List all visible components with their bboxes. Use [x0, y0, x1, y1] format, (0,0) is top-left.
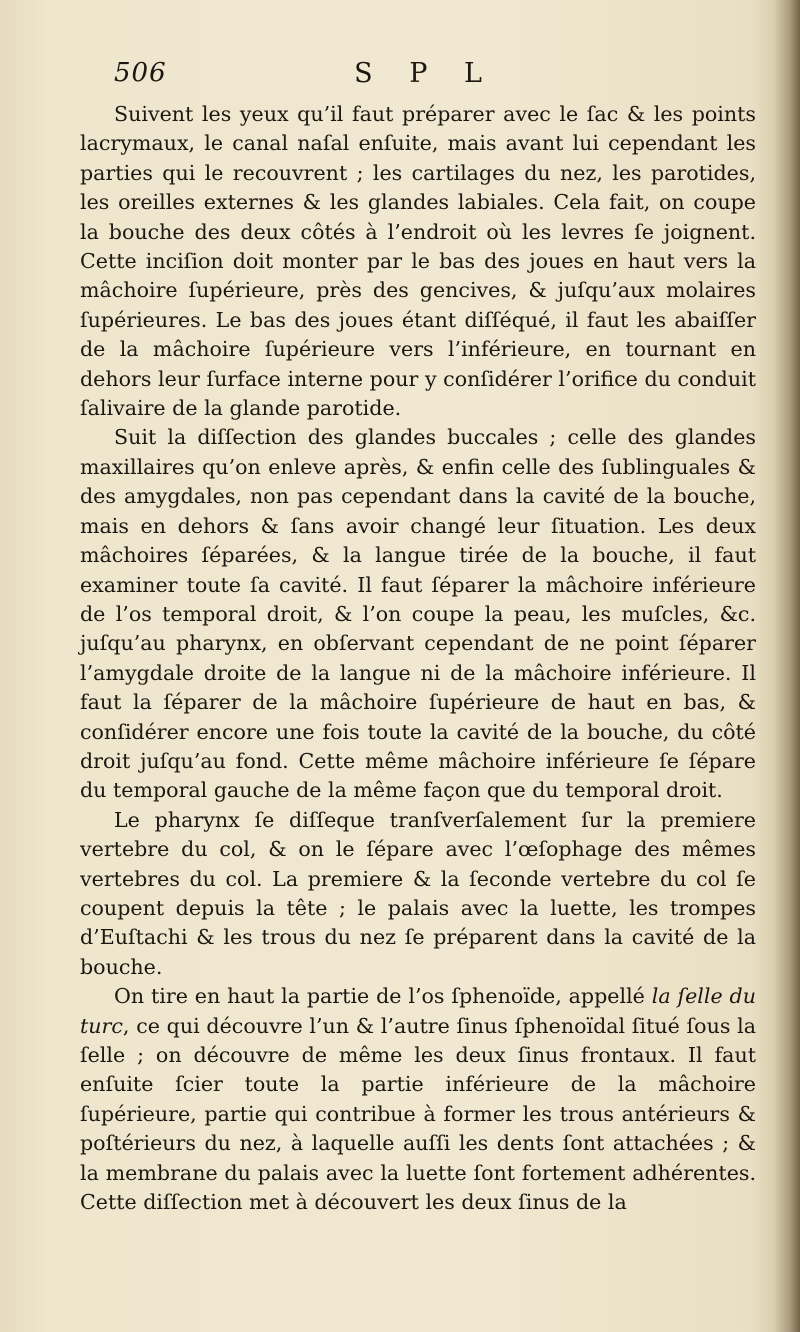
paragraph-2: Suit la diſſection des glandes buccales ; celle des glandes maxillaires qu’on enleve après, & enfin celle des ſublinguales & des amygdales, non pas cependant dans la cavité de la bouche, mais en dehors & ſans avoir changé leur ſituation. Les deux mâchoires ſéparées, & la langue tirée de la bouche, il faut examiner toute ſa cavité. Il faut ſéparer la mâchoire inférieure de l’os temporal droit, & l’on coupe la peau, les muſcles, &c. juſqu’au pharynx, en obſervant cependant de ne point ſéparer l’amygdale droite de la langue ni de la mâchoire inférieure. Il faut la ſéparer de la mâchoire ſupérieure de haut en bas, & conſidérer encore une fois toute la cavité de la bouche, du côté droit juſqu’au fond. Cette même mâchoire inférieure ſe ſépare du temporal gauche de la même façon que du temporal droit. — [80, 425, 756, 803]
paragraph-3: Le pharynx ſe diſſeque tranſverſalement ſur la premiere vertebre du col, & on le ſépare avec l’œſophage des mêmes vertebres du col. La premiere & la ſeconde vertebre du col ſe coupent depuis la tête ; le palais avec la luette, les trompes d’Euſtachi & les trous du nez ſe préparent dans la cavité de la bouche. — [80, 807, 756, 979]
page-edge-shadow — [774, 0, 800, 1332]
paragraph-4-italic-term: la ſelle du turc — [80, 984, 756, 1038]
page-header — [80, 58, 770, 98]
paragraph-4-text-after: , ce qui découvre l’un & l’autre ſinus ſphenoïdal ſitué ſous la ſelle ; on découvre de même les deux ſinus frontaux. Il faut enſuite ſcier toute la partie inférieure de la mâchoire ſupérieure, partie qui contribue à former les trous antérieurs & poſtérieurs du nez, à laquelle auſſi les dents ſont attachées ; & la membrane du palais avec la luette ſont fortement adhérentes. Cette diſſection met à découvert les deux ſinus de la — [80, 1013, 756, 1215]
page-number: 506 — [114, 58, 167, 88]
paragraph-4-text-before: On tire en haut la partie de l’os ſphenoïde, appellé — [114, 984, 652, 1009]
running-title: S P L — [354, 58, 496, 89]
body-text — [80, 100, 756, 1217]
paragraph-1: Suivent les yeux qu’il faut préparer avec le ſac & les points lacrymaux, le canal naſal enſuite, mais avant lui cependant les parties qui le recouvrent ; les cartilages du nez, les parotides, les oreilles externes & les glandes labiales. Cela fait, on coupe la bouche des deux côtés à l’endroit où les levres ſe joignent. Cette inciſion doit monter par le bas des joues en haut vers la mâchoire ſupérieure, près des gencives, & juſqu’aux molaires ſupérieures. Le bas des joues étant diſſéqué, il faut les abaiſſer de la mâchoire ſupérieure vers l’inférieure, en tournant en dehors leur ſurface interne pour y conſidérer l’orifice du conduit ſalivaire de la glande parotide. — [80, 102, 756, 421]
paragraph-4 — [80, 982, 756, 1217]
